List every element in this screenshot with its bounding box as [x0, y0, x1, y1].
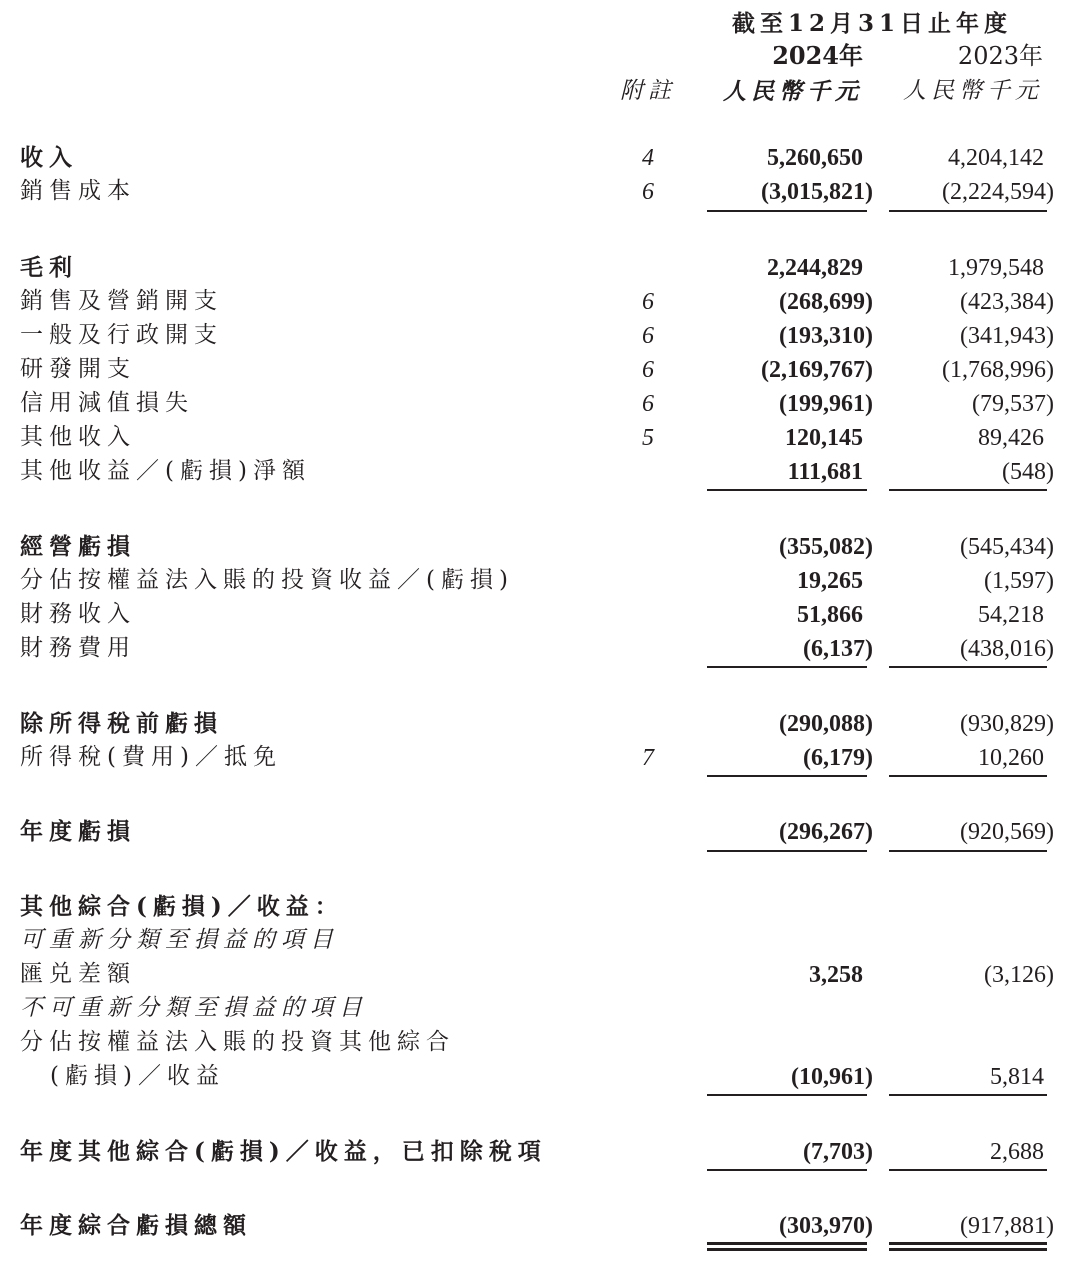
value-2024: (296,267) [779, 819, 873, 845]
value-2023: 5,814 [990, 1064, 1044, 1090]
underline-rule [889, 210, 1047, 212]
row-label: 年度綜合虧損總額 [20, 1212, 252, 1239]
value-2024: (290,088) [779, 711, 873, 737]
row-label: 其他收入 [20, 424, 136, 450]
row-label: 除所得稅前虧損 [20, 710, 223, 737]
value-2024: 51,866 [797, 602, 863, 628]
row-label: 不可重新分類至損益的項目 [20, 995, 368, 1021]
underline-rule [889, 1248, 1047, 1251]
underline-rule [707, 1094, 867, 1096]
value-2023: (920,569) [960, 819, 1054, 845]
underline-rule [889, 850, 1047, 852]
value-2024: 5,260,650 [767, 145, 863, 171]
row-label: 財務費用 [20, 635, 136, 661]
value-2023: 89,426 [978, 425, 1044, 451]
value-2024: (303,970) [779, 1213, 873, 1239]
row-label: 經營虧損 [20, 533, 136, 560]
row-note: 6 [642, 289, 654, 315]
row-label: 毛利 [20, 254, 78, 281]
row-label: 分佔按權益法入賬的投資收益／(虧損) [20, 567, 514, 593]
value-2024: 111,681 [787, 459, 863, 485]
value-2024: (193,310) [779, 323, 873, 349]
row-label: 信用減值損失 [20, 390, 194, 416]
row-label: 財務收入 [20, 601, 136, 627]
value-2024: 2,244,829 [767, 255, 863, 281]
value-2023: (2,224,594) [942, 179, 1054, 205]
underline-rule [707, 850, 867, 852]
value-2024: (3,015,821) [761, 179, 873, 205]
row-label: 匯兑差額 [20, 961, 136, 987]
row-note: 6 [642, 179, 654, 205]
value-2023: (545,434) [960, 534, 1054, 560]
value-2024: 120,145 [785, 425, 863, 451]
row-label: 其他收益／(虧損)淨額 [20, 458, 311, 484]
underline-rule [889, 1094, 1047, 1096]
row-label: 銷售及營銷開支 [20, 288, 223, 314]
year-2023-heading: 2023年 [957, 42, 1043, 70]
value-2023: 1,979,548 [948, 255, 1044, 281]
value-2023: (1,768,996) [942, 357, 1054, 383]
underline-rule [889, 775, 1047, 777]
row-label: 所得稅(費用)／抵免 [20, 744, 282, 770]
value-2023: (423,384) [960, 289, 1054, 315]
unit-2024-heading: 人民幣千元 [723, 78, 863, 105]
row-note: 6 [642, 357, 654, 383]
row-note: 5 [642, 425, 654, 451]
value-2023: (79,537) [972, 391, 1054, 417]
row-label: 一般及行政開支 [20, 322, 223, 348]
value-2023: (917,881) [960, 1213, 1054, 1239]
value-2024: (6,179) [803, 745, 873, 771]
underline-rule [707, 1169, 867, 1171]
unit-2023-heading: 人民幣千元 [903, 78, 1043, 104]
value-2023: 10,260 [978, 745, 1044, 771]
row-label: (虧損)／收益 [50, 1063, 225, 1089]
value-2024: (268,699) [779, 289, 873, 315]
period-heading: 截至12月31日止年度 [731, 10, 1012, 37]
value-2024: (6,137) [803, 636, 873, 662]
row-label: 年度虧損 [20, 818, 136, 845]
underline-rule [889, 666, 1047, 668]
note-heading: 附註 [620, 78, 676, 104]
underline-rule [889, 1242, 1047, 1245]
row-note: 4 [642, 145, 654, 171]
value-2023: (438,016) [960, 636, 1054, 662]
value-2024: 19,265 [797, 568, 863, 594]
row-note: 7 [642, 745, 654, 771]
row-label: 可重新分類至損益的項目 [20, 927, 339, 953]
underline-rule [707, 210, 867, 212]
row-label: 收入 [20, 144, 78, 171]
underline-rule [707, 1248, 867, 1251]
underline-rule [889, 489, 1047, 491]
value-2023: (930,829) [960, 711, 1054, 737]
underline-rule [707, 775, 867, 777]
value-2024: (199,961) [779, 391, 873, 417]
value-2023: 54,218 [978, 602, 1044, 628]
row-label: 研發開支 [20, 356, 136, 382]
row-label: 年度其他綜合(虧損)／收益，已扣除稅項 [20, 1138, 547, 1165]
row-note: 6 [642, 323, 654, 349]
value-2023: (548) [1002, 459, 1054, 485]
value-2024: (355,082) [779, 534, 873, 560]
row-note: 6 [642, 391, 654, 417]
value-2024: (10,961) [791, 1064, 873, 1090]
row-label: 分佔按權益法入賬的投資其他綜合 [20, 1029, 455, 1055]
row-label: 其他綜合(虧損)／收益： [20, 893, 344, 920]
underline-rule [707, 666, 867, 668]
row-label: 銷售成本 [20, 178, 136, 204]
value-2023: 2,688 [990, 1139, 1044, 1165]
value-2023: (3,126) [984, 962, 1054, 988]
underline-rule [707, 1242, 867, 1245]
value-2024: (2,169,767) [761, 357, 873, 383]
year-2024-heading: 2024年 [772, 41, 863, 70]
value-2023: (1,597) [984, 568, 1054, 594]
underline-rule [707, 489, 867, 491]
value-2024: (7,703) [803, 1139, 873, 1165]
value-2023: (341,943) [960, 323, 1054, 349]
value-2023: 4,204,142 [948, 145, 1044, 171]
value-2024: 3,258 [809, 962, 863, 988]
underline-rule [889, 1169, 1047, 1171]
